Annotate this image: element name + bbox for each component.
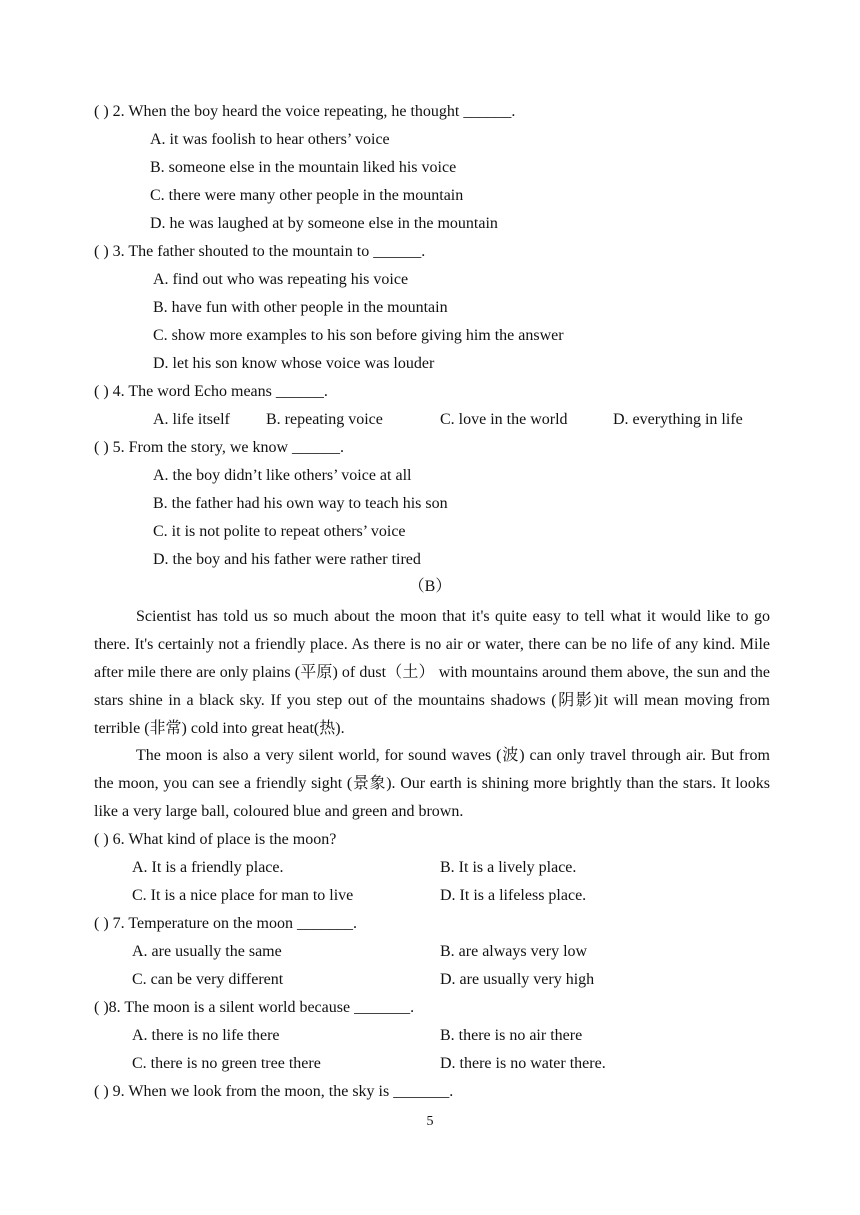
question-6-option-b: B. It is a lively place. (440, 859, 577, 876)
question-2-option-d: D. he was laughed at by someone else in the mountain (150, 215, 498, 232)
page-number: 5 (426, 1114, 434, 1129)
question-9-stem: ( ) 9. When we look from the moon, the sky is _______. (94, 1083, 454, 1100)
question-2-stem: ( ) 2. When the boy heard the voice repeating, he thought ______. (94, 103, 516, 120)
question-7-option-d: D. are usually very high (440, 971, 595, 988)
question-6-option-d: D. It is a lifeless place. (440, 887, 587, 904)
question-6-option-a: A. It is a friendly place. (132, 859, 284, 876)
question-8-option-b: B. there is no air there (440, 1027, 583, 1044)
passage-b-paragraph-2: The moon is also a very silent world, for sound waves (波) can only travel through air. But from the moon, you can see a friendly sight (景象). Our earth is shining more brightly than the stars. It looks like a very large ball, coloured blue and green and brown. (94, 747, 770, 820)
question-5-option-d: D. the boy and his father were rather tired (153, 551, 421, 568)
question-3-option-c: C. show more examples to his son before giving him the answer (153, 327, 564, 344)
question-8-stem: ( )8. The moon is a silent world because _______. (94, 999, 415, 1016)
question-5-stem: ( ) 5. From the story, we know ______. (94, 439, 345, 456)
question-4-option-d: D. everything in life (613, 411, 743, 428)
question-3-option-a: A. find out who was repeating his voice (153, 271, 409, 288)
passage-b-paragraph-1: Scientist has told us so much about the moon that it's quite easy to tell what it would like to go there. It's certainly not a friendly place. As there is no air or water, there can be no life of any kind. Mile after mile there are only plains (平原) of dust（土） with mountains around them above, the sun and the stars shine in a black sky. If you step out of the mountains shadows (阴影)it will mean moving from terrible (非常) cold into great heat(热). (94, 608, 770, 737)
question-7-option-c: C. can be very different (132, 971, 284, 988)
question-6-option-c: C. It is a nice place for man to live (132, 887, 354, 904)
question-2-option-b: B. someone else in the mountain liked his voice (150, 159, 457, 176)
question-3-stem: ( ) 3. The father shouted to the mountain to ______. (94, 243, 426, 260)
question-7-option-a: A. are usually the same (132, 943, 282, 960)
question-4-option-a: A. life itself (153, 411, 230, 428)
question-6-stem: ( ) 6. What kind of place is the moon? (94, 831, 337, 848)
question-5-option-c: C. it is not polite to repeat others’ voice (153, 523, 406, 540)
question-4-stem: ( ) 4. The word Echo means ______. (94, 383, 328, 400)
question-7-option-b: B. are always very low (440, 943, 588, 960)
section-b-heading: （B） (408, 578, 452, 595)
question-8-option-a: A. there is no life there (132, 1027, 280, 1044)
question-4-option-c: C. love in the world (440, 411, 568, 428)
question-3-option-b: B. have fun with other people in the mountain (153, 299, 448, 316)
question-2-option-c: C. there were many other people in the mountain (150, 187, 464, 204)
question-8-option-c: C. there is no green tree there (132, 1055, 321, 1072)
question-8-option-d: D. there is no water there. (440, 1055, 606, 1072)
question-2-option-a: A. it was foolish to hear others’ voice (150, 131, 390, 148)
question-7-stem: ( ) 7. Temperature on the moon _______. (94, 915, 357, 932)
question-5-option-a: A. the boy didn’t like others’ voice at all (153, 467, 412, 484)
question-5-option-b: B. the father had his own way to teach his son (153, 495, 448, 512)
question-4-option-b: B. repeating voice (266, 411, 383, 428)
question-3-option-d: D. let his son know whose voice was louder (153, 355, 435, 372)
